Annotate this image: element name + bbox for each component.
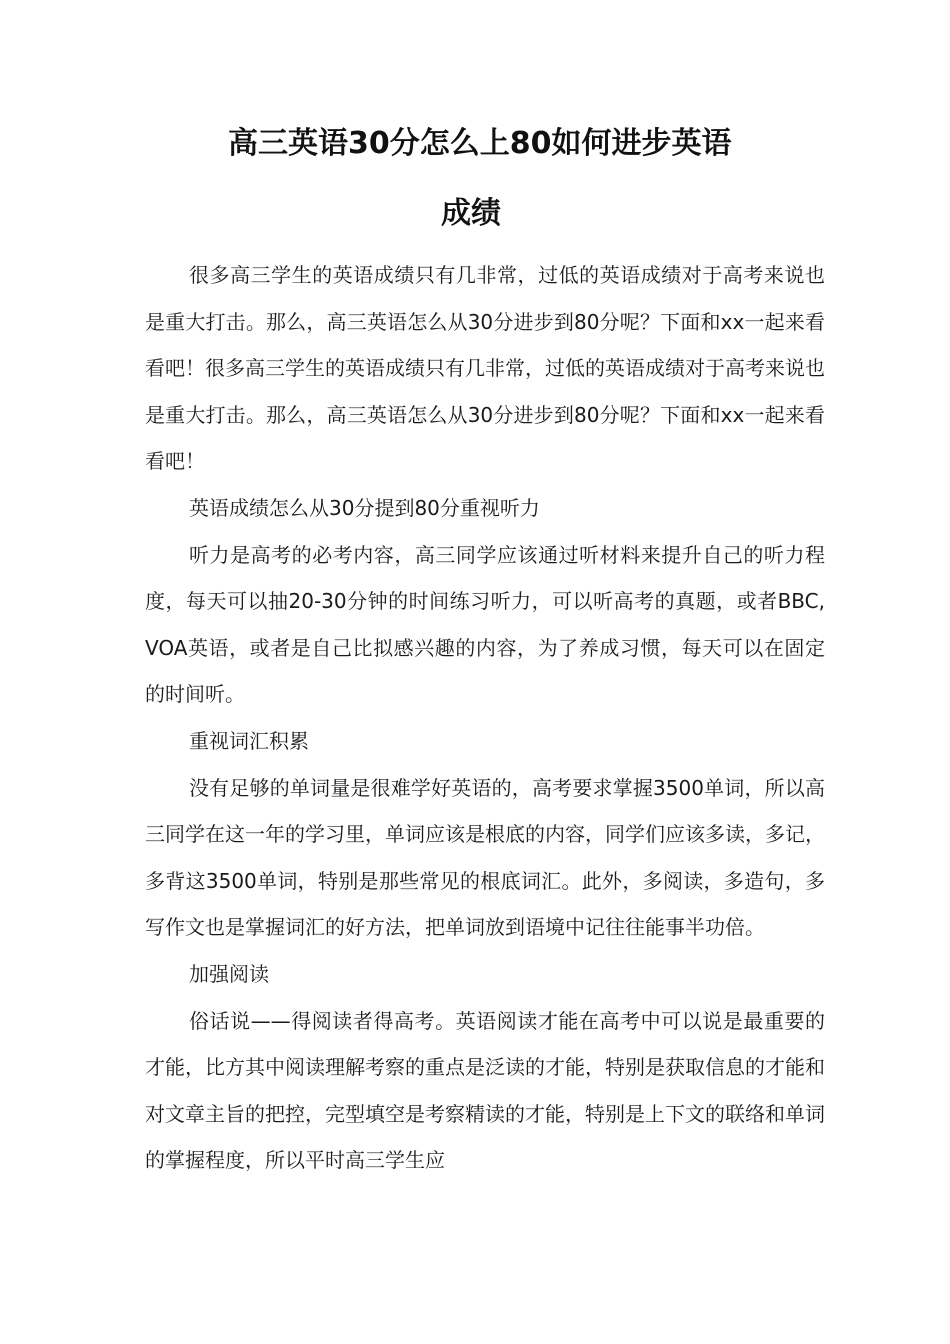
section-paragraph-vocabulary: 没有足够的单词量是很难学好英语的，高考要求掌握3500单词，所以高三同学在这一年的学习里，单词应该是根底的内容，同学们应该多读，多记，多背这3500单词，特别是那些常见的根底词汇。此外，多阅读，多造句，多写作文也是掌握词汇的好方法，把单词放到语境中记往往能事半功倍。 xyxy=(145,775,825,940)
document-body xyxy=(145,252,825,1184)
document-title-line-1: 高三英语30分怎么上80如何进步英语 xyxy=(228,126,732,161)
section-paragraph-listening: 听力是高考的必考内容，高三同学应该通过听材料来提升自己的听力程度，每天可以抽20-30分钟的时间练习听力，可以听高考的真题，或者BBC, VOA英语，或者是自己比拟感兴趣的内容，为了养成习惯，每天可以在固定的时间听。 xyxy=(145,542,825,707)
document-title-line-2: 成绩 xyxy=(441,196,501,231)
section-paragraph-reading: 俗话说——得阅读者得高考。英语阅读才能在高考中可以说是最重要的才能，比方其中阅读理解考察的重点是泛读的才能，特别是获取信息的才能和对文章主旨的把控，完型填空是考察精读的才能，特别是上下文的联络和单词的掌握程度，所以平时高三学生应 xyxy=(145,1008,825,1173)
section-heading-listening: 英语成绩怎么从30分提到80分重视听力 xyxy=(189,495,540,520)
intro-paragraph: 很多高三学生的英语成绩只有几非常，过低的英语成绩对于高考来说也是重大打击。那么，高三英语怎么从30分进步到80分呢？下面和xx一起来看看吧！很多高三学生的英语成绩只有几非常，过低的英语成绩对于高考来说也是重大打击。那么，高三英语怎么从30分进步到80分呢？下面和xx一起来看看吧！ xyxy=(145,263,825,474)
section-heading-reading: 加强阅读 xyxy=(189,961,269,986)
section-heading-vocabulary: 重视词汇积累 xyxy=(189,728,309,753)
